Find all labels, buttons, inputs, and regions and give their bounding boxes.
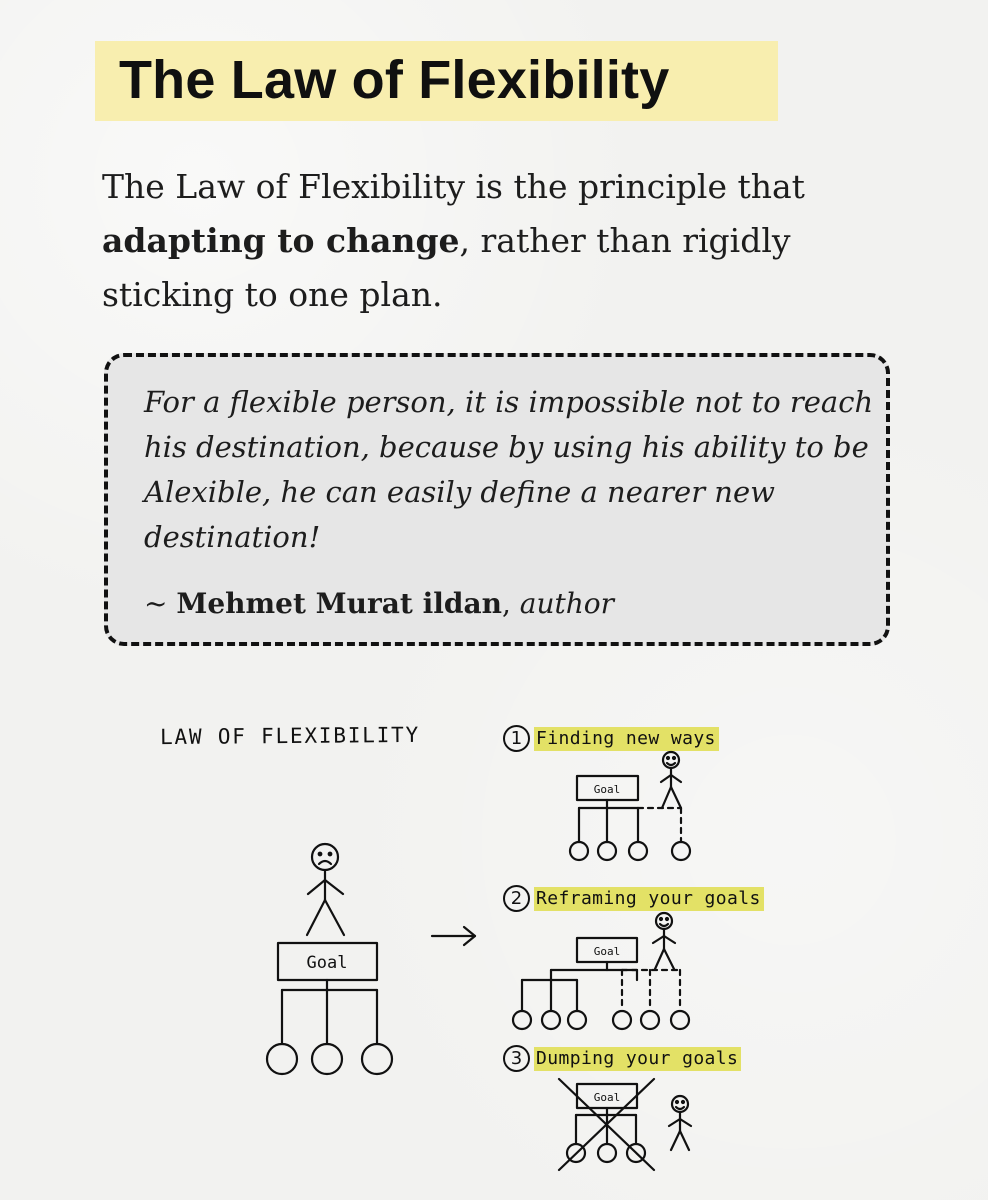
happy-stick-figure-icon — [669, 1096, 691, 1150]
step-label-2: Reframing your goals — [534, 887, 764, 911]
step-label-1: Finding new ways — [534, 727, 719, 751]
page-title: The Law of Flexibility — [119, 50, 670, 110]
quote-attribution — [144, 584, 614, 624]
intro-prefix: The Law of Flexibility is the principle that — [102, 167, 805, 206]
goal-box-label-step3: Goal — [593, 1091, 621, 1104]
sad-stick-figure-icon — [307, 844, 344, 935]
author-name: Mehmet Murat ildan — [176, 587, 502, 620]
goal-box-label: Goal — [306, 953, 348, 973]
attribution-prefix: ~ — [144, 587, 177, 620]
rigid-goal-diagram — [267, 844, 392, 1074]
happy-stick-figure-icon — [661, 752, 681, 808]
flexibility-illustration — [0, 700, 988, 1200]
goal-box-label-step1: Goal — [593, 783, 621, 796]
happy-stick-figure-icon — [653, 913, 675, 969]
quote-text: For a flexible person, it is impossible not to reach his destination, because by using his ability to be Alexible, he can easily define a nearer new destination! — [144, 385, 874, 554]
step-number-2: 2 — [503, 885, 530, 912]
goal-box — [278, 943, 377, 980]
reframing-goals-diagram — [513, 913, 689, 1029]
goal-tree — [267, 980, 392, 1074]
arrow-right-icon — [432, 927, 475, 945]
finding-new-ways-diagram — [570, 752, 690, 860]
intro-paragraph — [102, 160, 862, 322]
goal-box-label-step2: Goal — [593, 945, 621, 958]
author-role: author — [519, 587, 615, 620]
step-number-3: 3 — [503, 1045, 530, 1072]
quote-box — [104, 353, 890, 646]
step-number-1: 1 — [503, 725, 530, 752]
intro-emphasis: adapting to change — [102, 221, 460, 260]
illustration-heading: LAW OF FLEXIBILITY — [159, 722, 421, 750]
intro-suffix: , rather than rigidly sticking to one plan. — [102, 221, 791, 314]
step-label-3: Dumping your goals — [534, 1047, 741, 1071]
attribution-separator: , — [501, 587, 520, 620]
dumping-goals-diagram — [559, 1079, 691, 1170]
